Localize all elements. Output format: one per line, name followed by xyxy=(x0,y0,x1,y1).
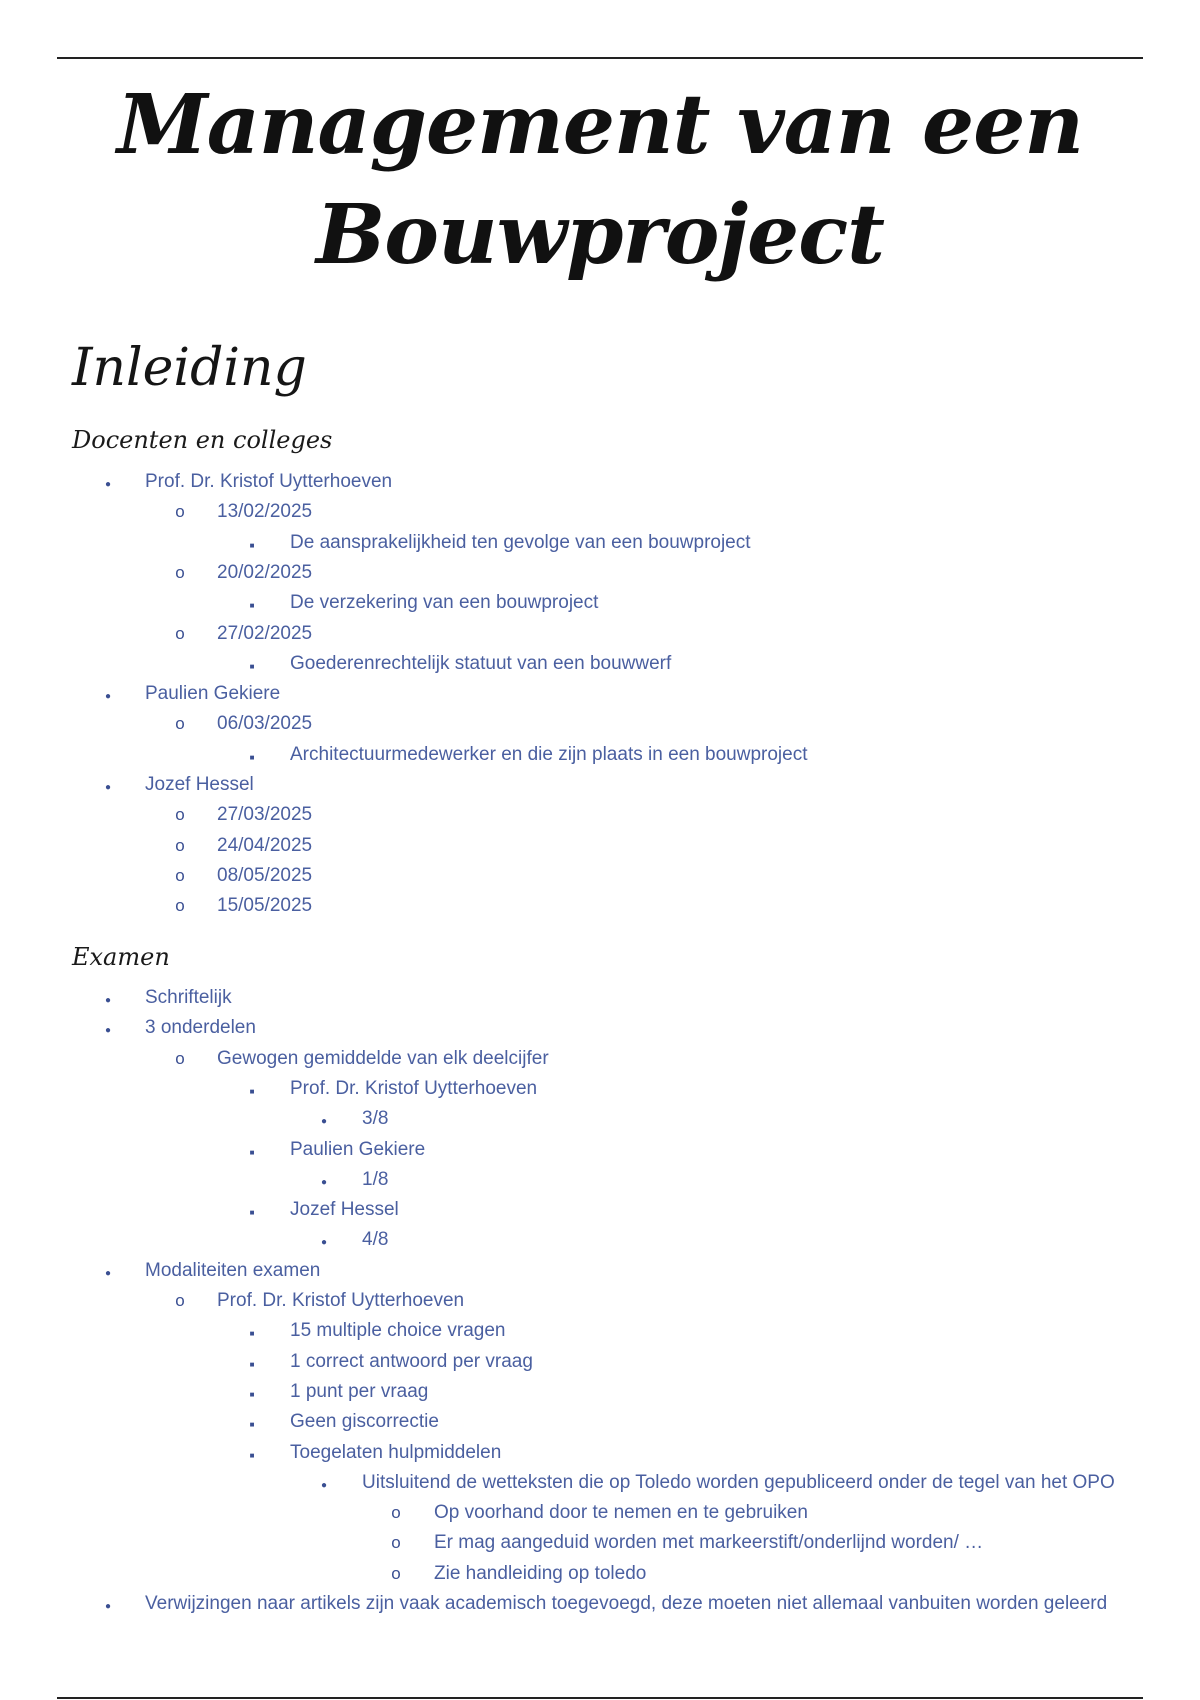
list-item-text: 13/02/2025 xyxy=(217,501,313,523)
bullet-icon xyxy=(238,1135,266,1168)
top-rule xyxy=(57,57,1143,59)
bullet-icon xyxy=(166,800,194,830)
list-item-text: 1 punt per vraag xyxy=(290,1380,429,1402)
list-item-text: De verzekering van een bouwproject xyxy=(290,592,599,614)
list-item xyxy=(0,983,1200,1013)
list-item xyxy=(0,649,1200,679)
list-item xyxy=(0,1468,1200,1498)
list-item-text: Zie handleiding op toledo xyxy=(434,1562,647,1584)
list-item xyxy=(0,1407,1200,1437)
list-item xyxy=(0,1135,1200,1165)
list-item xyxy=(0,1013,1200,1043)
list-item-text: Paulien Gekiere xyxy=(290,1138,426,1160)
list-item-text: Modaliteiten examen xyxy=(145,1259,321,1281)
list-item-text: 24/04/2025 xyxy=(217,834,313,856)
list-item xyxy=(0,861,1200,891)
list-item-text: Prof. Dr. Kristof Uytterhoeven xyxy=(217,1290,465,1311)
list-item xyxy=(0,800,1200,830)
bullet-icon xyxy=(94,1256,122,1289)
bullet-icon xyxy=(94,1589,122,1622)
bullet-icon xyxy=(166,709,194,739)
list-item xyxy=(0,891,1200,921)
bullet-icon xyxy=(310,1468,338,1501)
list-item xyxy=(0,1438,1200,1468)
bullet-icon xyxy=(166,558,194,588)
bottom-rule xyxy=(57,1697,1143,1699)
bullet-icon xyxy=(310,1104,338,1137)
list-item xyxy=(0,1074,1200,1104)
list-item xyxy=(0,740,1200,770)
title-line-2: Bouwproject xyxy=(315,187,885,283)
bullet-icon xyxy=(382,1559,410,1589)
list-item xyxy=(0,1225,1200,1255)
bullet-icon xyxy=(94,770,122,803)
list-item xyxy=(0,1256,1200,1286)
list-item-text: Er mag aangeduid worden met markeerstift/onderlijnd worden/ … xyxy=(434,1532,984,1554)
section-heading: Inleiding xyxy=(72,338,307,398)
list-item xyxy=(0,1316,1200,1346)
list-item xyxy=(0,1589,1200,1619)
list-item xyxy=(0,1286,1200,1316)
bullet-icon xyxy=(166,497,194,527)
list-item-text: Jozef Hessel xyxy=(290,1199,399,1221)
list-item-text: Architectuurmedewerker en die zijn plaats in een bouwproject xyxy=(290,743,808,765)
list-item-text: Prof. Dr. Kristof Uytterhoeven xyxy=(290,1077,538,1099)
bullet-icon xyxy=(166,861,194,891)
list-item xyxy=(0,679,1200,709)
list-item-text: 3 onderdelen xyxy=(145,1017,256,1039)
list-item xyxy=(0,1195,1200,1225)
bullet-icon xyxy=(166,891,194,921)
list-item-text: Paulien Gekiere xyxy=(145,683,281,705)
list-item-text: De aansprakelijkheid ten gevolge van een bouwproject xyxy=(290,531,751,553)
list-item-text: 08/05/2025 xyxy=(217,864,313,886)
list-item xyxy=(0,558,1200,588)
list-item-text: Schriftelijk xyxy=(145,987,232,1008)
list-item-text: Uitsluitend de wetteksten die op Toledo worden gepubliceerd onder de tegel van het OPO xyxy=(362,1471,1115,1493)
list-item xyxy=(0,1165,1200,1195)
list-item-text: Goederenrechtelijk statuut van een bouwwerf xyxy=(290,652,672,674)
list-item-text: 1 correct antwoord per vraag xyxy=(290,1350,533,1372)
list-item xyxy=(0,497,1200,527)
bullet-icon xyxy=(94,679,122,712)
list-item-text: Jozef Hessel xyxy=(145,774,254,795)
list-item-text: Toegelaten hulpmiddelen xyxy=(290,1441,502,1463)
bullet-icon xyxy=(238,1377,266,1410)
list-item xyxy=(0,588,1200,618)
list-item xyxy=(0,1347,1200,1377)
document-title xyxy=(0,70,1200,290)
bullet-icon xyxy=(238,528,266,561)
list-item-text: Gewogen gemiddelde van elk deelcijfer xyxy=(217,1047,549,1069)
bullet-icon xyxy=(94,1013,122,1046)
list-item xyxy=(0,1377,1200,1407)
list-item xyxy=(0,1528,1200,1558)
bullet-icon xyxy=(238,1195,266,1228)
bullet-icon xyxy=(310,1225,338,1258)
subsection-heading-docenten: Docenten en colleges xyxy=(72,426,333,454)
bullet-icon xyxy=(238,588,266,621)
bullet-icon xyxy=(310,1165,338,1198)
list-item-text: Geen giscorrectie xyxy=(290,1411,439,1433)
bullet-icon xyxy=(238,1438,266,1471)
list-item-text: Op voorhand door te nemen en te gebruiken xyxy=(434,1502,808,1524)
bullet-icon xyxy=(238,1347,266,1380)
list-item-text: 06/03/2025 xyxy=(217,713,313,735)
bullet-icon xyxy=(238,649,266,682)
bullet-icon xyxy=(166,831,194,861)
bullet-icon xyxy=(238,740,266,773)
list-item xyxy=(0,709,1200,739)
list-item-text: 27/02/2025 xyxy=(217,622,313,644)
list-item xyxy=(0,1044,1200,1074)
list-item xyxy=(0,467,1200,497)
list-item-text: Verwijzingen naar artikels zijn vaak academisch toegevoegd, deze moeten niet allemaal vanbuiten worden geleerd xyxy=(145,1593,1108,1614)
list-item xyxy=(0,1498,1200,1528)
list-item xyxy=(0,1559,1200,1589)
bullet-icon xyxy=(94,983,122,1016)
list-item xyxy=(0,1104,1200,1134)
subsection-heading-examen: Examen xyxy=(72,943,170,971)
list-item-text: 15 multiple choice vragen xyxy=(290,1320,506,1342)
bullet-icon xyxy=(166,1044,194,1074)
title-line-1: Management van een xyxy=(116,77,1084,173)
bullet-icon xyxy=(238,1074,266,1107)
bullet-icon xyxy=(238,1316,266,1349)
list-item xyxy=(0,528,1200,558)
bullet-icon xyxy=(382,1498,410,1528)
list-item xyxy=(0,831,1200,861)
list-item-text: 3/8 xyxy=(362,1108,389,1130)
bullet-icon xyxy=(238,1407,266,1440)
list-item-text: 27/03/2025 xyxy=(217,804,313,826)
bullet-icon xyxy=(382,1528,410,1558)
bullet-icon xyxy=(166,1286,194,1316)
list-item-text: 1/8 xyxy=(362,1168,389,1190)
bullet-icon xyxy=(166,619,194,649)
list-item xyxy=(0,619,1200,649)
list-item-text: 15/05/2025 xyxy=(217,895,313,917)
list-item-text: Prof. Dr. Kristof Uytterhoeven xyxy=(145,471,393,492)
bullet-icon xyxy=(94,467,122,500)
list-item xyxy=(0,770,1200,800)
list-item-text: 4/8 xyxy=(362,1229,389,1251)
list-item-text: 20/02/2025 xyxy=(217,561,313,583)
